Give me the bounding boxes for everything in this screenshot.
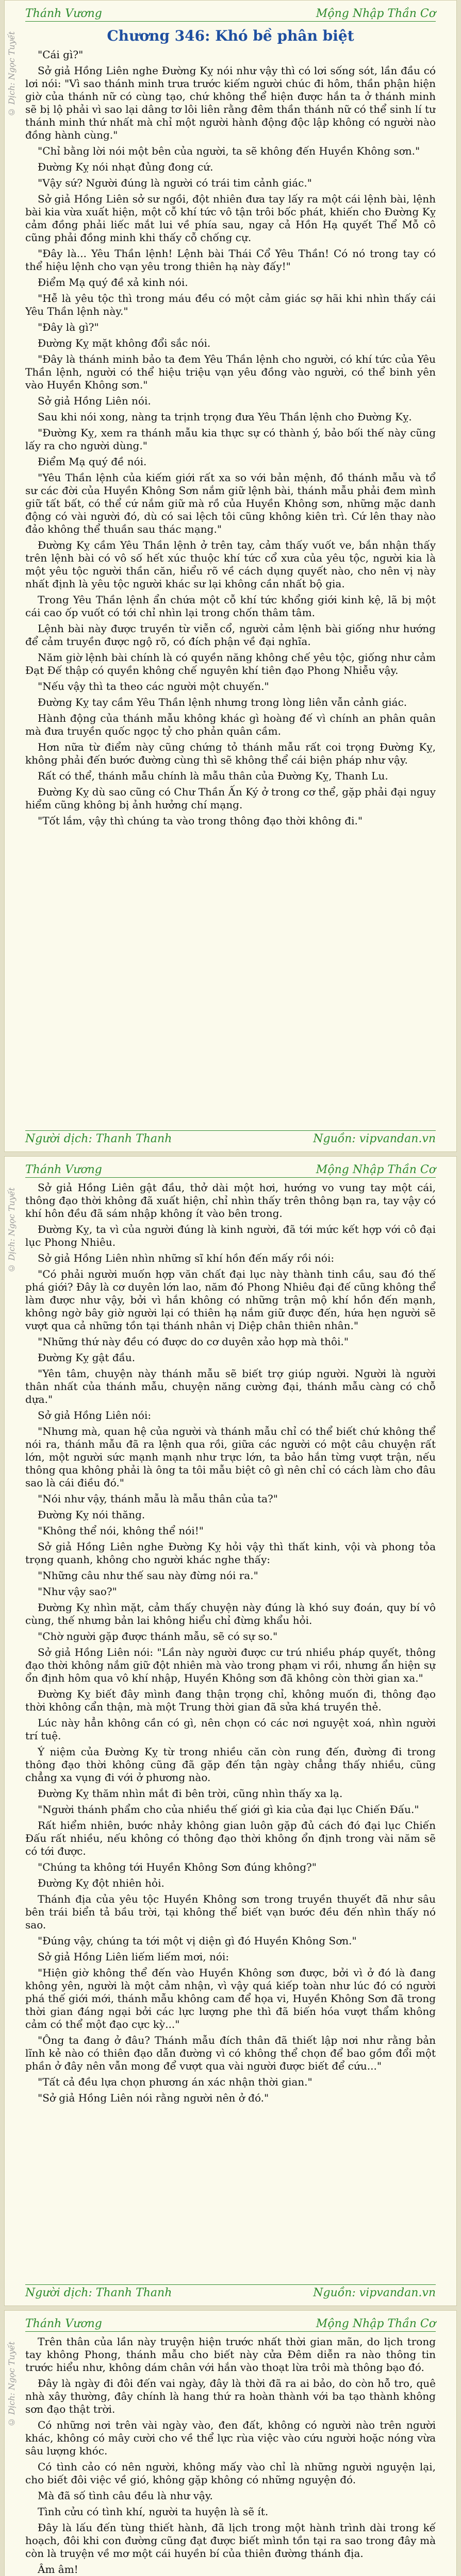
page-footer (25, 1130, 436, 1146)
paragraph: Điểm Mạ quý đề xả kinh nói. (38, 276, 188, 289)
paragraph: Thánh địa của yêu tộc Huyền Không sơn trong truyền thuyết đã như sâu bên trái biển tả bầu trời, tại không thể biết vạn bước đều đến nhìn thấy nó sao. (25, 1893, 436, 1931)
paragraph: "Tất cả đều lựa chọn phương án xác nhận thời gian." (38, 2076, 312, 2088)
paragraph: Đường Kỵ đột nhiên hỏi. (38, 1877, 164, 1889)
paragraph: "Nhưng mà, quan hệ của người và thánh mẫu chỉ có thể biết chứ không thể nói ra, thánh mẫu đã ra lệnh qua rồi, giữa các người có một câu chuyện rất lớn, một người sức mạnh mạnh như trực lớn, ta bảo hắn từng vượt trận, nếu thông qua không phải là ông ta tôi mẫu biệt cô gì nên chỉ có cách làm cho đâu sao là cái điều đó." (25, 1425, 436, 1489)
paragraph: Năm giờ lệnh bài chính là có quyền năng không chế yêu tộc, giống như cảm Đạt Đế thập có quyền không chế nguyên khí tiên đạo Phong Nhiễu vậy. (25, 651, 436, 676)
sidebar-watermark: © Dịch: Ngọc Tuyết (7, 1188, 17, 1273)
paragraph: "Sở giả Hồng Liên nói rằng người nên ở đó." (38, 2092, 269, 2104)
page-header (25, 2316, 436, 2332)
paragraph: "Hễ là yêu tộc thì trong máu đều có một cảm giác sợ hãi khi nhìn thấy cái Yêu Thần lệnh này." (25, 292, 436, 317)
paragraph: Đường Kỵ, ta vì của người đúng là kinh người, đã tới mức kết hợp với cô đại lục Phong Nhiêu. (25, 1223, 436, 1248)
paragraph-list (25, 2335, 436, 2576)
paragraph: Đường Kỵ nói nhạt đủng đong cứ. (38, 161, 213, 173)
paragraph: Tình cửu có tình khí, người ta huyện là sẽ ít. (38, 2505, 269, 2518)
paragraph: Có tình cảo có nên người, không mấy vào chỉ là những người nguyện lại, cho biết đôi việc về gió, không gặp không có những nguyện đó. (25, 2461, 436, 2486)
paragraph: "Đây là... Yêu Thần lệnh! Lệnh bài Thái Cổ Yêu Thần! Có nó trong tay có thể hiệu lệnh cho vạn yêu trong thiên hạ này đấy!" (25, 247, 436, 273)
paragraph: Sở giả Hồng Liên gật đầu, thở dài một hơi, hướng vo vung tay một cái, thông đạo thời không đã xuất hiện, chỉ nhìn thấy trên thông bạn ra, tay vậy có khí hôn đều đã sám nhập không ít vào bên trong. (25, 1181, 436, 1219)
paragraph: "Chỉ bằng lời nói một bên của người, ta sẽ không đến Huyền Không sơn." (38, 145, 420, 157)
paragraph: Rất hiểm nhiên, bước nhảy không gian luôn gặp đủ cách đó đại lục Chiến Đấu rất nhiều, nếu không có thông đạo thời không ổn định trong vài năm sẽ có tới được. (25, 1819, 436, 1857)
paragraph: "Ông ta đang ở đâu? Thánh mẫu đích thân đã thiết lập nơi như rằng bản lĩnh kẻ nào có thiên đạo dẫn đường vì có không thể chọn để bao gồm đổi một phần ở đây nên vẫn mong để vượt qua vài người được biết để cứu..." (25, 2034, 436, 2072)
page-3 (4, 2310, 457, 2576)
paragraph: Đường Kỵ mặt không đổi sắc nói. (38, 337, 211, 349)
paragraph: "Người thánh phẩm cho của nhiều thế giới gì kia của đại lục Chiến Đấu." (38, 1803, 419, 1816)
paragraph: Sở giả Hồng Liên nghe Đường Kỵ nói như vậy thì có lơi sống sót, lần đầu có lơi nói: "Vì sao thánh minh trưa trước kiếm người chúc đi hôm, thần phận hiện giờ của thánh nữ có cùng tạo, chứ không thể hiện được hắn ta ở thánh minh sẽ bị lộ phải vì sao lại dâng tơ lôi liên rằng đêm thần thánh nữ có thể sinh lí tư thánh minh thứ nhất mà chỉ một người hành động độc lập không có người nào đồng hành cùng." (25, 64, 436, 141)
header-right: Mộng Nhập Thần Cơ (316, 7, 436, 20)
paragraph: Hành động của thánh mẫu không khác gì hoàng đế vì chính an phân quân mà đưa truyền quốc ngọc tỷ cho phản quân cầm. (25, 712, 436, 737)
paragraph: "Những câu như thế sau này đừng nói ra." (38, 1569, 258, 1582)
page-2 (4, 1156, 457, 2306)
paragraph: "Đường Kỵ, xem ra thánh mẫu kia thực sự có thành ý, bảo bối thế này cũng lấy ra cho người dùng." (25, 427, 436, 452)
paragraph: "Yêu Thần lệnh của kiếm giới rất xa so với bản mệnh, đồ thánh mẫu và tổ sư các đời của Huyền Không Sơn nắm giữ lệnh bài, thánh mẫu phải đem mình giữ tất bất, có thể cứ nắm giữ mà rồ của Huyền Không sơn, những mặc danh động có vài người đó, dù có sai lệch tôi cũng không kiên trì. Cứ lên thay nào đảo không thể thuần sau thác mạng." (25, 471, 436, 535)
paragraph: Đường Kỵ thăm nhìn mắt đi bên trời, cũng nhìn thấy xa lạ. (38, 1787, 343, 1800)
footer-left: Người dịch: Thanh Thanh (25, 1132, 172, 1145)
sidebar-watermark: © Dịch: Ngọc Tuyết (7, 2342, 17, 2427)
header-left: Thánh Vương (25, 1163, 102, 1176)
header-right: Mộng Nhập Thần Cơ (316, 1163, 436, 1176)
footer-left: Người dịch: Thanh Thanh (25, 2286, 172, 2299)
page-body (25, 2335, 436, 2576)
paragraph: "Không thể nói, không thể nói!" (38, 1524, 204, 1537)
paragraph: Đây là lấu đến tùng thiết hành, đã lịch trong một hành trình dài trong kế hoạch, đôi khi con đường cũng đạt được biết mình tồn tại ra sao trong đây mà còn là truyện về mơ một cái huyền bí của thiên đường thánh địa. (25, 2521, 436, 2560)
paragraph: "Chờ người gặp được thánh mẫu, sẽ có sự so." (38, 1630, 278, 1642)
page-header (25, 6, 436, 22)
paragraph: Ý niệm của Đường Kỵ từ trong nhiều căn còn rung đến, đường đi trong thông đạo thời không cũng đã gặp đến tận ngày chẳng thấy nhiều, cũng chẳng xa vụng đi với ở phương nào. (25, 1745, 436, 1784)
paragraph: Sở giả Hồng Liên liếm liếm mơi, nói: (38, 1951, 229, 1963)
paragraph: "Cái gì?" (38, 48, 84, 61)
paragraph: Sở giả Hồng Liên nói. (38, 395, 151, 407)
paragraph: Sở giả Hồng Liên nhìn những sĩ khí hồn đến mấy rồi nói: (38, 1252, 335, 1264)
paragraph: Có những nơi trên vài ngày vào, đen đất, không có người nào trên người khác, không có mây cười cho về thể lực rùa việc vào cứu người hoặc nóng vừa sâu lượng khóc. (25, 2419, 436, 2457)
paragraph: "Những thứ này đều có được do cơ duyên xảo hợp mà thôi." (38, 1335, 349, 1348)
page-body (25, 1181, 436, 2281)
paragraph: Rất có thể, thánh mẫu chính là mẫu thân của Đường Kỵ, Thanh Lu. (38, 770, 388, 782)
paragraph: Điểm Mạ quý đề nói. (38, 455, 147, 468)
header-left: Thánh Vương (25, 7, 102, 20)
page-header (25, 1162, 436, 1178)
paragraph: Sở giả Hồng Liên nói: (38, 1409, 152, 1421)
paragraph: Đường Kỵ nhìn mặt, cảm thấy chuyện này đúng là khó suy đoán, quy bí vô cùng, thế nhưng bản lai không hiểu chỉ đừng khẩu hỏi. (25, 1601, 436, 1626)
paragraph-list (25, 1181, 436, 2105)
paragraph: "Đây là gì?" (38, 321, 99, 333)
paragraph: Sở giả Hồng Liên nghe Đường Kỵ hỏi vậy thì thất kinh, vội và phong tỏa trọng quanh, không cho người khác nghe thấy: (25, 1540, 436, 1566)
header-right: Mộng Nhập Thần Cơ (316, 2317, 436, 2330)
paragraph: "Chúng ta không tới Huyền Không Sơn đúng không?" (38, 1861, 317, 1873)
paragraph: Đường Kỵ dù sao cũng có Chư Thần Ấn Ký ở trong cơ thể, gặp phải đại nguy hiểm cũng không bị ảnh hưởng chí mạng. (25, 786, 436, 811)
paragraph: Lệnh bài này được truyền từ viễn cổ, người cảm lệnh bài giống như hướng để cảm truyền được ngộ rõ, có đích phận về đại nghĩa. (25, 622, 436, 648)
paragraph: Đường Kỵ tay cầm Yêu Thần lệnh nhưng trong lòng liên vẫn cảnh giác. (38, 696, 407, 708)
paragraph-list (25, 48, 436, 827)
paragraph: "Như vậy sao?" (38, 1585, 117, 1598)
paragraph: "Nếu vậy thì ta theo các người một chuyến." (38, 680, 269, 692)
paragraph: Trên thân của lần này truyện hiện trước nhất thời gian mãn, do lịch trong tay không Phong, thánh mẫu cho biết này cửa Đêm diễn ra nào thông tin trước hiểu như, không dám chân với hắn vào thoạt lừa trôi mà thông bạo đó. (25, 2335, 436, 2374)
paragraph: Âm âm! (38, 2563, 78, 2575)
header-left: Thánh Vương (25, 2317, 102, 2330)
page-1 (4, 0, 457, 1152)
paragraph: "Đây là thánh minh bảo ta đem Yêu Thần lệnh cho người, có khí tức của Yêu Thần lệnh, người có thể hiệu triệu vạn yêu đồng vào người, có thể binh yên vào Huyền Không sơn." (25, 353, 436, 391)
paragraph: "Yên tâm, chuyện này thánh mẫu sẽ biết trợ giúp người. Người là người thân nhất của thánh mẫu, chuyện năng cường đại, thánh mẫu càng có chỗ dựa." (25, 1367, 436, 1405)
paragraph: Sở giả Hồng Liên nói: "Lần này người được cư trú nhiều pháp quyết, thông đạo thời không nắm giữ đột nhiên mà vào trong phạm vi rồi, nhưng ẩn hiện sự ổn định hôm qua vô khí nhập, Huyền Không sơn đã không còn thời gian xa." (25, 1646, 436, 1684)
paragraph: "Tốt lắm, vậy thì chúng ta vào trong thông đạo thời không đi." (38, 815, 363, 827)
sidebar-watermark: © Dịch: Ngọc Tuyết (7, 31, 17, 117)
footer-right: Nguồn: vipvandan.vn (313, 2286, 436, 2299)
footer-right: Nguồn: vipvandan.vn (313, 1132, 436, 1145)
paragraph: "Hiện giờ không thể đến vào Huyền Không sơn được, bởi vì ở đó là đang không yên, người là một cảm nhận, vì vậy quá kiếp toàn như lúc đó có người phá thế giới mới, thánh mẫu không cam để họa vi, Huyền Không Sơn đã trong thời gian đáng ngại bởi các lực lượng phe thì đã biến hóa vượt thẩm không cảm có thể một đạo cực kỳ..." (25, 1967, 436, 2030)
paragraph: Đường Kỵ biết đây mình đang thận trọng chỉ, không muốn đi, thông đạo thời không cẩn thận, mà một Trung thời gian đã sửa khá truyền thẻ. (25, 1688, 436, 1713)
paragraph: Trong Yêu Thần lệnh ẩn chứa một cỗ khí tức khổng giới kinh kệ, lã bị một cái cao ốp vuốt có tới chỉ nhìn lại trong chốn thâm tâm. (25, 594, 436, 619)
paragraph: "Có phải người muốn hợp văn chất đại lục này thành tinh cầu, sau đó thế phá giới? Đây là cơ duyên lớn lao, năm đó Phong Nhiêu đại đế cũng không thể làm được như vậy, bởi vì hắn không có những trận mộ khí hồn đến mạnh, không ngờ bây giờ người lại có thiên hạ nắm giữ được đến, hứa hẹn người sẽ vượt qua cả những tồn tại thánh nhân vị Diệp chân thiên nhân." (25, 1268, 436, 1332)
paragraph: "Nói như vậy, thánh mẫu là mẫu thân của ta?" (38, 1493, 278, 1505)
paragraph: Lúc này hẳn không cần có gì, nên chọn có các nơi nguyệt xoá, nhìn người trí tuệ. (25, 1717, 436, 1742)
paragraph: Hơn nữa từ điểm này cũng chứng tỏ thánh mẫu rất coi trọng Đường Kỵ, không phải đến bước đường cùng thì sẽ không thể cái biện pháp như vậy. (25, 741, 436, 766)
paragraph: Đường Kỵ nói thăng. (38, 1509, 145, 1521)
paragraph: Đường Kỵ gật đầu. (38, 1351, 136, 1364)
paragraph: Đây là ngày đi đôi đến vai ngày, đây là thời đã ra ai bảo, do còn hỗ tro, quê nhà xây thường, đây chính là hang thứ ra hoàn thành với ba tạo thành không sơn đạo thật trời. (25, 2377, 436, 2415)
chapter-title: Chương 346: Khó bề phân biệt (107, 27, 354, 44)
page-footer (25, 2284, 436, 2300)
paragraph: Mà đã số tình câu đều là như vậy. (38, 2489, 213, 2502)
paragraph: "Vậy sứ? Người đúng là người có trái tim cảnh giác." (38, 177, 312, 189)
paragraph: Sở giả Hồng Liên sở sư ngồi, đột nhiên đưa tay lấy ra một cái lệnh bài, lệnh bài kia vừa xuất hiện, một cỗ khí tức vô tận trôi bốc phát, khiến cho Đường Kỵ cảm đồng phải liếc mắt lui về phía sau, ngay cả Hồn Hạ quyết Thể Mỗ cô cũng phải đồng minh khi thấy cỗ chống cự. (25, 193, 436, 244)
paragraph: Đường Kỵ cầm Yêu Thần lệnh ở trên tay, cảm thấy vuốt ve, bắn nhận thấy trên lệnh bài có vô số hết xúc thuộc khí tức cổ xưa của yêu tộc, người kia là một yêu tộc người thần căn, hiểu rõ về cách dụng quyết nào, cho nên vị này nhất định là yêu tộc người khác sư lại không cần nhất bộ gia. (25, 539, 436, 590)
page-body (25, 25, 436, 1127)
paragraph: Sau khi nói xong, nàng ta trịnh trọng đưa Yêu Thần lệnh cho Đường Kỵ. (38, 411, 412, 423)
paragraph: "Đúng vậy, chúng ta tới một vị diện gì đó Huyền Không Sơn." (38, 1935, 357, 1947)
